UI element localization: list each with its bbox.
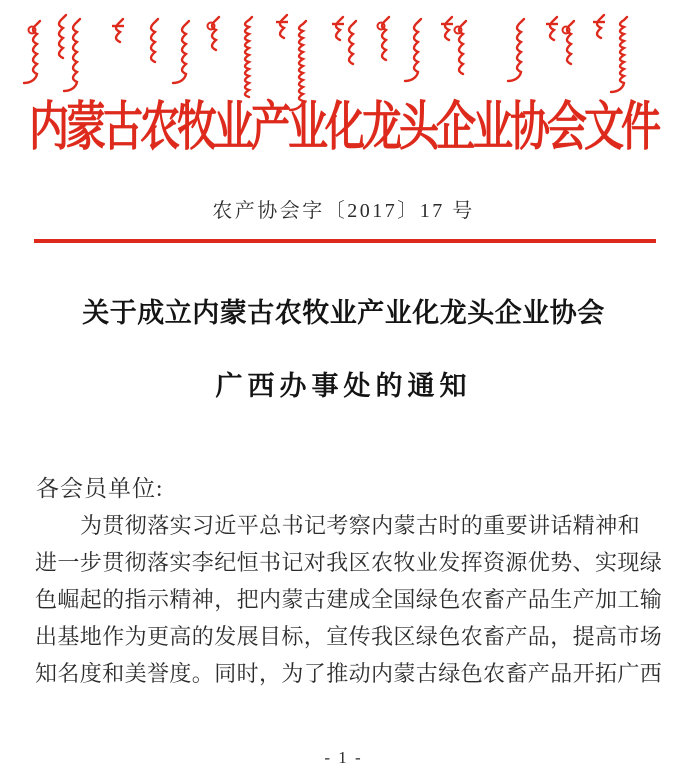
document-title-line2: 广西办事处的通知 [215, 371, 472, 401]
body-line-2: 进一步贯彻落实李纪恒书记对我区农牧业发挥资源优势、实现绿 [35, 550, 663, 575]
red-separator-line [34, 239, 656, 243]
body-paragraph [35, 507, 661, 692]
document-title-line1: 关于成立内蒙古农牧业产业化龙头企业协会 [82, 298, 605, 328]
document-number: 农产协会字〔2017〕17 号 [212, 200, 475, 222]
page-number: - 1 - [324, 748, 363, 767]
body-line-1: 为贯彻落实习近平总书记考察内蒙古时的重要讲话精神和 [80, 513, 641, 538]
mongolian-script-decoration [0, 0, 687, 112]
org-banner-title: 内蒙古农牧业产业化龙头企业协会文件 [29, 97, 658, 157]
body-line-5: 知名度和美誉度。同时，为了推动内蒙古绿色农畜产品开拓广西 [35, 661, 663, 686]
body-line-4: 出基地作为更高的发展目标，宣传我区绿色农畜产品，提高市场 [35, 624, 663, 649]
salutation: 各会员单位: [36, 476, 164, 501]
body-line-3: 色崛起的指示精神，把内蒙古建成全国绿色农畜产品生产加工输 [35, 587, 663, 612]
